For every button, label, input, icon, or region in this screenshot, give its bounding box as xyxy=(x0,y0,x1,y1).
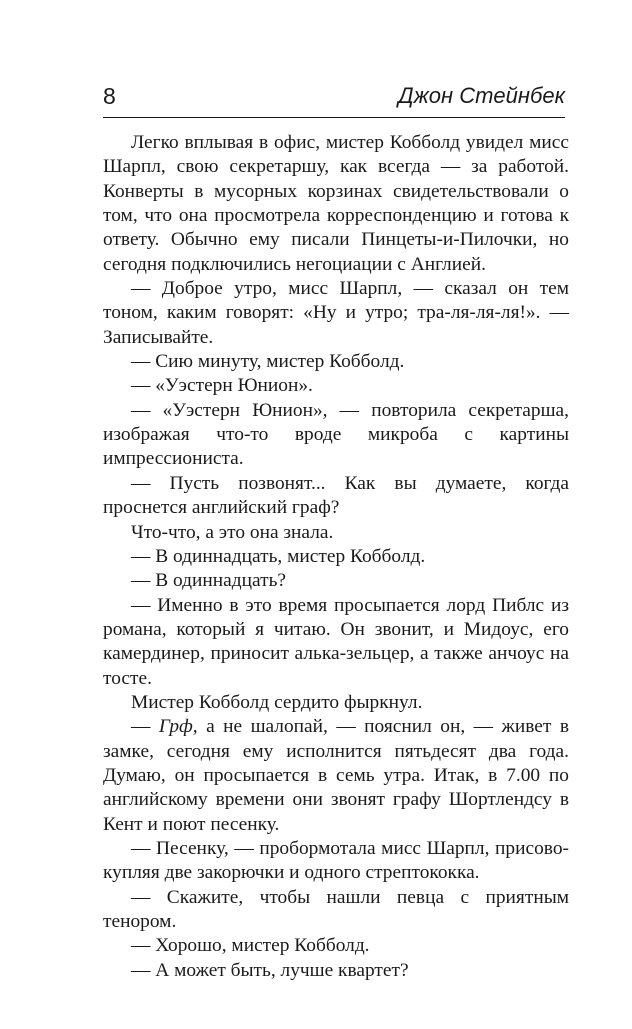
paragraph: — Пусть позвонят... Как вы думаете, когда проснется английский граф? xyxy=(103,472,569,519)
paragraph-rest: а не шалопай, — пояснил он, — живет в замке, сегодня ему исполнится пятьдесят два года. Думаю, он просыпается в семь утра. Итак, в 7.00 по английскому времени они звонят графу Шортлендсу в Кент и поют песенку. xyxy=(103,716,569,835)
paragraph: — Песенку, — пробормотала мисс Шарпл, присовокупляя две закорючки и одного стрептококка. xyxy=(103,837,569,884)
paragraph: Легко вплывая в офис, мистер Кобболд увидел мисс Шарпл, свою секретаршу, как всегда — за работой. Конверты в мусорных корзинах свидетельствовали о том, что она просмотрела корреспонденцию и готова к ответу. Обычно ему писали Пинцеты-и-Пилочки, но сегодня подключились негоциации с Англией. xyxy=(103,132,569,275)
paragraph: — «Уэстерн Юнион», — повторила секретарша, изображая что-то вроде микроба с картины импрессиониста. xyxy=(103,399,569,470)
italic-word: Грф, xyxy=(158,716,198,738)
paragraph: Мистер Кобболд сердито фыркнул. xyxy=(131,691,423,713)
paragraph: — Хорошо, мистер Кобболд. xyxy=(131,935,370,957)
paragraph: — Сию минуту, мистер Кобболд. xyxy=(131,351,405,373)
page-number: 8 xyxy=(103,83,116,109)
paragraph: — Именно в это время просыпается лорд Пиблс из романа, который я читаю. Он звонит, и Мидоус, его камердинер, приносит алька-зельцер, а также анчоус на тосте. xyxy=(103,594,569,689)
paragraph-lead-dash: — xyxy=(131,716,159,738)
running-header xyxy=(103,82,565,116)
paragraph: — В одиннадцать? xyxy=(131,570,287,592)
paragraph: — Доброе утро, мисс Шарпл, — сказал он тем тоном, каким говорят: «Ну и утро; тра-ля-ля-ля!». — Записывайте. xyxy=(103,278,569,348)
paragraph: — А может быть, лучше квартет? xyxy=(131,959,409,981)
running-head-author: Джон Стейнбек xyxy=(398,83,565,108)
paragraph: — «Уэстерн Юнион». xyxy=(131,375,313,397)
paragraph: — Скажите, чтобы нашли певца с приятным тенором. xyxy=(103,886,569,932)
paragraph: — В одиннадцать, мистер Кобболд. xyxy=(131,545,426,567)
body-text xyxy=(103,131,569,983)
paragraph xyxy=(103,715,569,837)
paragraph: Что-что, а это она знала. xyxy=(131,521,334,543)
header-rule xyxy=(103,117,565,118)
